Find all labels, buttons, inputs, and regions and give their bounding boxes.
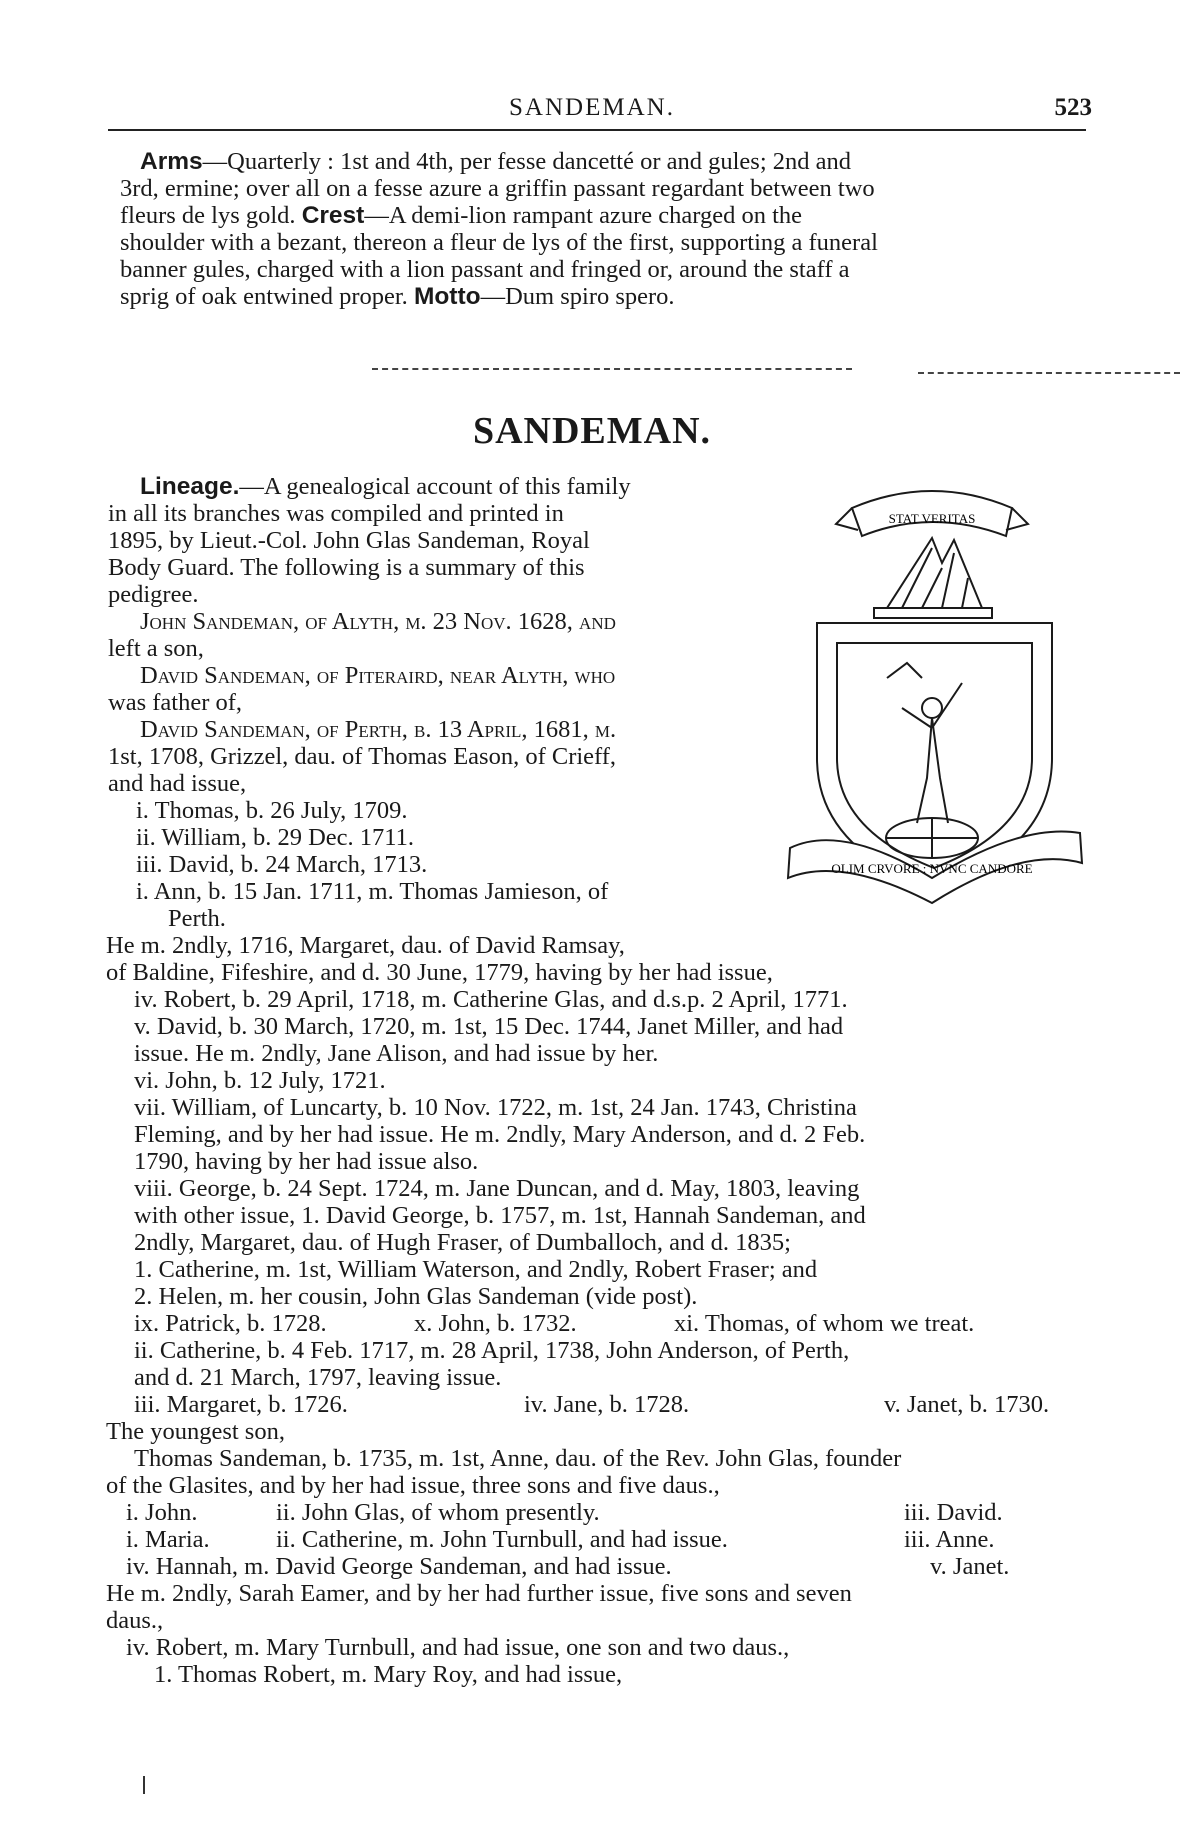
child-entry: viii. George, b. 24 Sept. 1724, m. Jane Duncan, and d. May, 1803, leaving [134,1175,860,1202]
lineage-line: of the Glasites, and by her had issue, three sons and five daus., [106,1472,720,1499]
lineage-line: daus., [106,1607,164,1634]
lineage-line: Perth. [168,905,226,932]
lineage-line: John Sandeman, of Alyth, m. 23 Nov. 1628, and [140,608,616,635]
lineage-line: 2. Helen, m. her cousin, John Glas Sandeman (vide post). [134,1283,698,1310]
child-entry: x. John, b. 1732. [414,1310,577,1337]
child-entry: iv. Hannah, m. David George Sandeman, and had issue. [126,1553,672,1580]
lineage-line: David Sandeman, of Perth, b. 13 April, 1681, m. [140,716,617,743]
lineage-line: David Sandeman, of Piteraird, near Alyth, who [140,662,616,689]
lineage-line: left a son, [108,635,204,662]
child-entry: v. Janet, b. 1730. [884,1391,1050,1418]
lineage-label: Lineage. [140,473,240,500]
child-entry: vii. William, of Luncarty, b. 10 Nov. 1722, m. 1st, 24 Jan. 1743, Christina [134,1094,857,1121]
lineage-line [140,473,758,500]
lineage-line: and d. 21 March, 1797, leaving issue. [134,1364,502,1391]
arms-line: 3rd, ermine; over all on a fesse azure a griffin passant regardant between two [120,175,875,202]
header-rule [108,129,1086,131]
arms-text: sprig of oak entwined proper. [120,283,414,310]
lineage-text: —A genealogical account of this family [239,473,631,500]
arms-line [120,202,1088,229]
lineage-line: 1895, by Lieut.-Col. John Glas Sandeman, Royal [108,527,590,554]
children-row [126,1553,1081,1580]
child-entry: ii. William, b. 29 Dec. 1711. [136,824,415,851]
child-entry: iii. David. [904,1499,1003,1526]
arms-text: fleurs de lys gold. [120,202,302,229]
lineage-narrow [108,473,758,932]
lineage-line: and had issue, [108,770,247,797]
lineage-wide [106,932,1081,1688]
arms-line [140,148,1088,175]
coat-of-arms-illustration [782,478,1088,918]
motto-label: Motto [413,283,481,310]
children-row [134,1310,1081,1337]
child-entry: iv. Jane, b. 1728. [524,1391,690,1418]
child-entry: ii. Catherine, m. John Turnbull, and had issue. [276,1526,728,1553]
child-entry: 1. Thomas Robert, m. Mary Roy, and had issue, [154,1661,623,1688]
child-entry: xi. Thomas, of whom we treat. [674,1310,975,1337]
child-entry: iii. David, b. 24 March, 1713. [136,851,428,878]
child-entry: vi. John, b. 12 July, 1721. [134,1067,386,1094]
lineage-line: He m. 2ndly, 1716, Margaret, dau. of David Ramsay, [106,932,625,959]
child-entry: iv. Robert, b. 29 April, 1718, m. Catherine Glas, and d.s.p. 2 April, 1771. [134,986,848,1013]
children-row [126,1499,1081,1526]
child-entry: i. John. [126,1499,198,1526]
section-divider [918,372,1180,374]
child-entry: iv. Robert, m. Mary Turnbull, and had issue, one son and two daus., [126,1634,790,1661]
lineage-line: in all its branches was compiled and printed in [108,500,564,527]
arms-paragraph [120,148,1088,310]
lineage-line: He m. 2ndly, Sarah Eamer, and by her had further issue, five sons and seven [106,1580,852,1607]
child-entry: v. David, b. 30 March, 1720, m. 1st, 15 Dec. 1744, Janet Miller, and had [134,1013,844,1040]
lineage-line: 1st, 1708, Grizzel, dau. of Thomas Eason, of Crieff, [108,743,617,770]
children-row [134,1391,1081,1418]
lineage-line: Fleming, and by her had issue. He m. 2ndly, Mary Anderson, and d. 2 Feb. [134,1121,866,1148]
child-entry: iii. Anne. [904,1526,995,1553]
child-entry: i. Maria. [126,1526,210,1553]
children-row [126,1526,1081,1553]
section-title: SANDEMAN. [472,410,712,452]
page-number: 523 [1054,94,1092,121]
lineage-line: 2ndly, Margaret, dau. of Hugh Fraser, of Dumballoch, and d. 1835; [134,1229,791,1256]
lineage-line: issue. He m. 2ndly, Jane Alison, and had issue by her. [134,1040,659,1067]
child-entry: ii. John Glas, of whom presently. [276,1499,600,1526]
arms-line: shoulder with a bezant, thereon a fleur de lys of the first, supporting a funeral [120,229,878,256]
child-entry: ii. Catherine, b. 4 Feb. 1717, m. 28 April, 1738, John Anderson, of Perth, [134,1337,850,1364]
stray-mark [143,1776,145,1794]
running-header: SANDEMAN. [509,94,675,121]
figure-motto-bottom: OLIM CRVORE : NVNC CANDORE [831,861,1033,876]
lineage-line: pedigree. [108,581,199,608]
arms-text: —Quarterly : 1st and 4th, per fesse dancetté or and gules; 2nd and [202,148,852,175]
lineage-line: Body Guard. The following is a summary of this [108,554,585,581]
crest-text: —A demi-lion rampant azure charged on the [364,202,803,229]
motto-text: —Dum spiro spero. [480,283,675,310]
lineage-line: The youngest son, [106,1418,285,1445]
lineage-line: 1790, having by her had issue also. [134,1148,479,1175]
child-entry: ix. Patrick, b. 1728. [134,1310,327,1337]
child-entry: i. Ann, b. 15 Jan. 1711, m. Thomas Jamieson, of [136,878,609,905]
figure-motto-top: STAT VERITAS [888,511,976,526]
lineage-line: 1. Catherine, m. 1st, William Waterson, and 2ndly, Robert Fraser; and [134,1256,818,1283]
arms-label: Arms [140,148,203,175]
arms-line [120,283,1088,310]
crest-label: Crest [301,202,365,229]
lineage-line: was father of, [108,689,243,716]
lineage-line: Thomas Sandeman, b. 1735, m. 1st, Anne, dau. of the Rev. John Glas, founder [134,1445,902,1472]
lineage-line: with other issue, 1. David George, b. 1757, m. 1st, Hannah Sandeman, and [134,1202,866,1229]
child-entry: iii. Margaret, b. 1726. [134,1391,348,1418]
child-entry: v. Janet. [930,1553,1010,1580]
lineage-line: of Baldine, Fifeshire, and d. 30 June, 1779, having by her had issue, [106,959,773,986]
arms-line: banner gules, charged with a lion passant and fringed or, around the staff a [120,256,850,283]
child-entry: i. Thomas, b. 26 July, 1709. [136,797,408,824]
section-divider [372,368,852,370]
